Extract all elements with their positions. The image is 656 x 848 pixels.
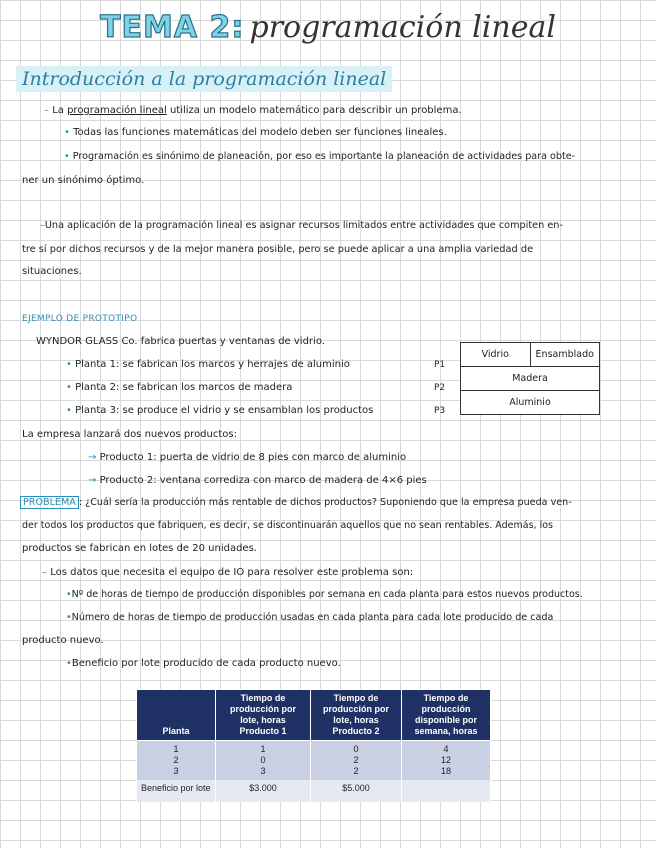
cell-planta: 1 2 3 (137, 741, 216, 781)
cell-benefit-empty (402, 780, 491, 802)
side-cell-madera: Madera (512, 373, 548, 384)
problem-line-4: – Los datos que necesita el equipo de IO para resolver este problema son: (42, 567, 414, 578)
para2-line-1: –Una aplicación de la programación lineal es asignar recursos limitados entre actividades que compiten en- (40, 220, 563, 231)
intro-line-3: • Programación es sinónimo de planeación, por eso es importante la planeación de actividades para obte- (64, 151, 576, 162)
dot-bullet: • (66, 658, 72, 669)
title-bold: TEMA 2: (100, 10, 245, 45)
problem-bullet-2-cont: producto nuevo. (22, 635, 104, 646)
title-script: programación lineal (249, 10, 556, 45)
cell-disponible: 4 12 18 (402, 741, 491, 781)
cell-benefit-p2: $5.000 (311, 780, 402, 802)
page-title (0, 10, 656, 45)
production-table (136, 689, 491, 802)
header-producto-1: Tiempo de producción por lote, horas Producto 1 (216, 690, 311, 741)
dot-bullet: • (66, 359, 72, 370)
side-row-2 (461, 366, 599, 390)
example-heading: EJEMPLO DE PROTOTIPO (22, 314, 138, 324)
cell-benefit-p1: $3.000 (216, 780, 311, 802)
intro-line-4: ner un sinónimo óptimo. (22, 175, 145, 186)
intro-line-2: • Todas las funciones matemáticas del modelo deben ser funciones lineales. (64, 127, 447, 138)
header-producto-2: Tiempo de producción por lote, horas Producto 2 (311, 690, 402, 741)
dash-bullet: – (42, 567, 47, 578)
example-company: WYNDOR GLASS Co. fabrica puertas y ventanas de vidrio. (36, 336, 325, 347)
plant-3: • Planta 3: se produce el vidrio y se ensamblan los productos (66, 405, 374, 416)
problem-line-1: PROBLEMA : ¿Cuál sería la producción más rentable de dichos productos? Suponiendo que la empresa pueda ven- (20, 496, 572, 510)
header-disponible: Tiempo de producción disponible por semana, horas (402, 690, 491, 741)
table-row (137, 780, 491, 802)
arrow-icon: → (88, 452, 97, 463)
problem-line-2: der todos los productos que fabriquen, es decir, se discontinuarán aquellos que no sean rentables. Además, los (22, 520, 553, 531)
dot-bullet: • (66, 612, 72, 623)
product-2: → Producto 2: ventana corrediza con marco de madera de 4×6 pies (88, 475, 427, 486)
side-row-1 (461, 343, 599, 366)
dot-bullet: • (66, 382, 72, 393)
cell-producto-1: 1 0 3 (216, 741, 311, 781)
cell-benefit-label: Beneficio por lote (137, 780, 216, 802)
arrow-icon: → (88, 475, 97, 486)
product-1: → Producto 1: puerta de vidrio de 8 pies con marco de aluminio (88, 452, 407, 463)
para2-line-3: situaciones. (22, 266, 82, 277)
cell-producto-2: 0 2 2 (311, 741, 402, 781)
side-row-3 (461, 390, 599, 414)
side-cell-vidrio: Vidrio (481, 349, 509, 360)
section-heading: Introducción a la programación lineal (16, 66, 392, 92)
plant-1: • Planta 1: se fabrican los marcos y herrajes de aluminio (66, 359, 350, 370)
underlined-term: programación lineal (67, 105, 167, 116)
table-header-row (137, 690, 491, 741)
side-cell-ensamblado: Ensamblado (530, 343, 600, 366)
plant-2-label: P2 (434, 383, 446, 393)
problem-bullet-1: •Nº de horas de tiempo de producción disponibles por semana en cada planta para estos nuevos productos. (66, 589, 583, 600)
dot-bullet: • (66, 589, 72, 600)
plant-resources-box (460, 342, 600, 415)
problem-line-3: productos se fabrican en lotes de 20 unidades. (22, 543, 257, 554)
header-planta: Planta (137, 690, 216, 741)
side-cell-aluminio: Aluminio (509, 397, 551, 408)
para2-line-2: tre sí por dichos recursos y de la mejor manera posible, pero se puede aplicar a una amplia variedad de (22, 244, 534, 255)
problem-bullet-3: •Beneficio por lote producido de cada producto nuevo. (66, 658, 341, 669)
dot-bullet: • (64, 127, 70, 138)
problem-tag: PROBLEMA (20, 496, 79, 509)
launch-line: La empresa lanzará dos nuevos productos: (22, 429, 237, 440)
dot-bullet: • (66, 405, 72, 416)
plant-3-label: P3 (434, 406, 446, 416)
intro-line-1: – La programación lineal utiliza un modelo matemático para describir un problema. (44, 105, 462, 116)
table-row (137, 741, 491, 781)
problem-bullet-2: •Número de horas de tiempo de producción usadas en cada planta para cada lote producido de cada (66, 612, 554, 623)
plant-2: • Planta 2: se fabrican los marcos de madera (66, 382, 293, 393)
dot-bullet: • (64, 151, 70, 162)
dash-bullet: – (44, 105, 49, 116)
dash-bullet: – (40, 220, 45, 231)
plant-1-label: P1 (434, 360, 446, 370)
